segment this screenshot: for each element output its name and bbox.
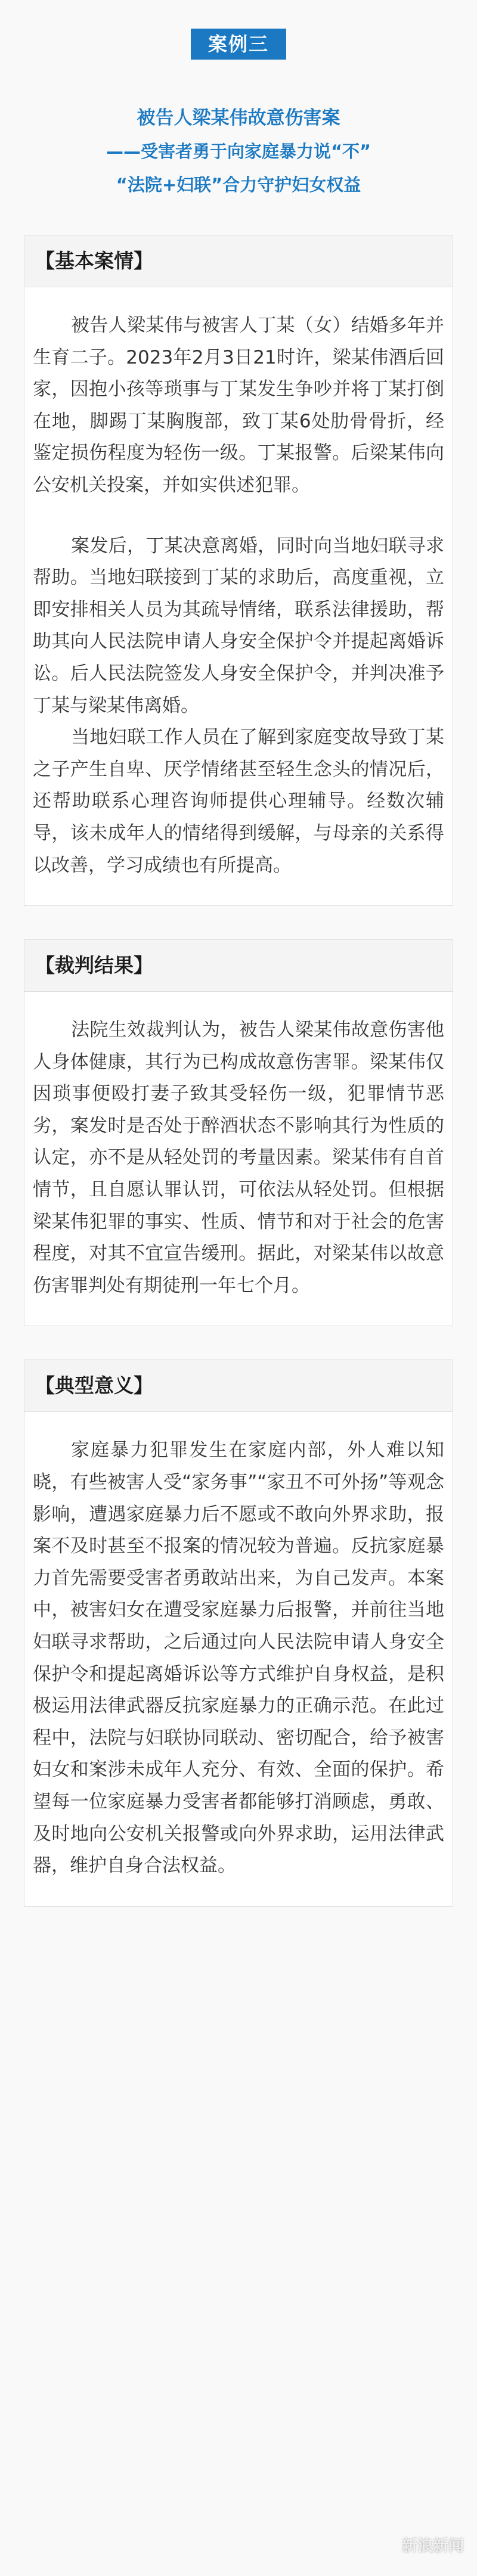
article-subtitle-2: “法院+妇联”合力守护妇女权益	[116, 175, 361, 195]
paragraph: 家庭暴力犯罪发生在家庭内部，外人难以知晓，有些被害人受“家务事”“家丑不可外扬”等观念影响，遭遇家庭暴力后不愿或不敢向外界求助，报案不及时甚至不报案的情况较为普遍。反抗家庭暴力首先需要受害者勇敢站出来，为自己发声。本案中，被害妇女在遭受家庭暴力后报警，并前往当地妇联寻求帮助，之后通过向人民法院申请人身安全保护令和提起离婚诉讼等方式维护自身权益，是积极运用法律武器反抗家庭暴力的正确示范。在此过程中，法院与妇联协同联动、密切配合，给予被害妇女和案涉未成年人充分、有效、全面的保护。希望每一位家庭暴力受害者都能够打消顾虑，勇敢、及时地向公安机关报警或向外界求助，运用法律武器，维护自身合法权益。	[33, 1439, 444, 1877]
section-box	[24, 1360, 453, 1906]
section-heading: 【裁判结果】	[24, 940, 453, 992]
article-title: 被告人梁某伟故意伤害案	[137, 107, 340, 129]
section-heading: 【基本案情】	[24, 235, 453, 287]
section-box	[24, 235, 453, 906]
section-body	[24, 992, 453, 1326]
paragraph: 被告人梁某伟与被害人丁某（女）结婚多年并生育二子。2023年2月3日21时许，梁某伟酒后回家，因抱小孩等琐事与丁某发生争吵并将丁某打倒在地，脚踢丁某胸腹部，致丁某6处肋骨骨折，经鉴定损伤程度为轻伤一级。丁某报警。后梁某伟向公安机关投案，并如实供述犯罪。	[33, 315, 444, 496]
section-body	[24, 1412, 453, 1905]
section-basic-facts	[24, 235, 453, 906]
section-body	[24, 287, 453, 905]
section-typical-significance	[24, 1360, 453, 1906]
section-box	[24, 939, 453, 1326]
section-judgment-result	[24, 939, 453, 1326]
watermark-logo: 新浪新闻	[401, 2537, 464, 2555]
case-label-badge: 案例三	[191, 29, 286, 60]
paragraph: 法院生效裁判认为，被告人梁某伟故意伤害他人身体健康，其行为已构成故意伤害罪。梁某伟仅因琐事便殴打妻子致其受轻伤一级，犯罪情节恶劣，案发时是否处于醉酒状态不影响其行为性质的认定，亦不是从轻处罚的考量因素。梁某伟有自首情节，且自愿认罪认罚，可依法从轻处罚。但根据梁某伟犯罪的事实、性质、情节和对于社会的危害程度，对其不宜宣告缓刑。据此，对梁某伟以故意伤害罪判处有期徒刑一年七个月。	[33, 1019, 444, 1296]
article-title-block	[24, 101, 453, 201]
paragraph: 案发后，丁某决意离婚，同时向当地妇联寻求帮助。当地妇联接到丁某的求助后，高度重视，立即安排相关人员为其疏导情绪，联系法律援助，帮助其向人民法院申请人身安全保护令并提起离婚诉讼。后人民法院签发人身安全保护令，并判决准予丁某与梁某伟离婚。	[33, 535, 444, 716]
article-subtitle-1: ——受害者勇于向家庭暴力说“不”	[106, 141, 371, 162]
section-heading: 【典型意义】	[24, 1360, 453, 1412]
paragraph: 当地妇联工作人员在了解到家庭变故导致丁某之子产生自卑、厌学情绪甚至轻生念头的情况后，还帮助联系心理咨询师提供心理辅导。经数次辅导，该未成年人的情绪得到缓解，与母亲的关系得以改善，学习成绩也有所提高。	[33, 727, 444, 876]
